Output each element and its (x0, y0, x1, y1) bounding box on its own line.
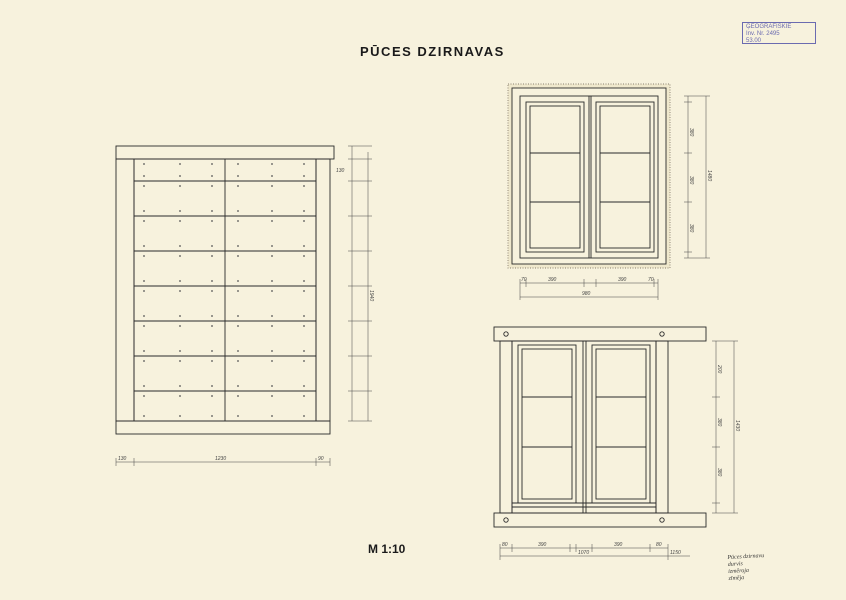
left-dim-bottom-3: 90 (318, 456, 324, 462)
bw-vdim-2: 380 (716, 418, 722, 427)
nail-dot (237, 350, 239, 352)
nail-dot (179, 245, 181, 247)
stamp-line-2: Inv. Nr. 2495 (746, 31, 780, 37)
bw-dim-1: 80 (502, 542, 508, 548)
tw-dim-2: 390 (548, 277, 557, 283)
nail-dot (179, 185, 181, 187)
nail-dot (303, 395, 305, 397)
nail-dot (143, 385, 145, 387)
nail-dot (143, 163, 145, 165)
nail-dot (211, 395, 213, 397)
nail-dot (303, 350, 305, 352)
bw-left-glazing (522, 349, 572, 499)
bw-dim-2: 390 (538, 542, 547, 548)
bw-vdim-total: 1430 (734, 420, 740, 432)
bw-dim-3: 390 (614, 542, 623, 548)
nail-dot (271, 360, 273, 362)
bw-vdim-3: 380 (716, 468, 722, 477)
nail-dot (179, 255, 181, 257)
bw-right-sash (592, 345, 650, 503)
nail-dot (179, 385, 181, 387)
nail-dot (211, 315, 213, 317)
nail-dot (303, 163, 305, 165)
bw-dim-total: 1150 (670, 550, 681, 556)
nail-dot (237, 325, 239, 327)
nail-dot (271, 415, 273, 417)
nail-dot (237, 255, 239, 257)
nail-dot (303, 280, 305, 282)
nail-dot (303, 290, 305, 292)
nail-dot (271, 255, 273, 257)
author-note-line-1: Pūces dzirnavu (727, 553, 765, 561)
nail-dot (179, 395, 181, 397)
bw-dim-4: 80 (656, 542, 662, 548)
nail-dot (179, 163, 181, 165)
nail-dot (237, 245, 239, 247)
nail-dot (271, 175, 273, 177)
tw-dim-4: 70 (648, 277, 654, 283)
nail-dot (143, 395, 145, 397)
nail-dot (237, 360, 239, 362)
nail-dot (237, 163, 239, 165)
tw-dim-1: 70 (521, 277, 527, 283)
left-dim-total: 1940 (368, 290, 374, 302)
left-dim-right-small: 130 (336, 168, 345, 174)
nail-dot (271, 280, 273, 282)
nail-dot (303, 255, 305, 257)
nail-dot (271, 185, 273, 187)
bw-bottom-beam (494, 513, 706, 527)
bw-left-post (500, 341, 512, 513)
nail-dot (143, 210, 145, 212)
top-window-elevation (508, 84, 670, 268)
left-door-elevation (116, 146, 334, 434)
nail-dot (271, 315, 273, 317)
nail-dot (303, 185, 305, 187)
nail-dot (211, 290, 213, 292)
top-beam (116, 146, 334, 159)
nail-dot (271, 395, 273, 397)
stamp-line-1: ĢEOGRĀFISKIE (746, 24, 792, 30)
nail-dot (143, 220, 145, 222)
nail-dot (179, 210, 181, 212)
nail-dot (211, 385, 213, 387)
nail-dot (143, 360, 145, 362)
nail-dot (211, 350, 213, 352)
left-vertical-ticks (348, 146, 372, 421)
left-dim-bottom-1: 130 (118, 456, 127, 462)
archive-stamp (742, 22, 816, 44)
bottom-window-elevation (494, 327, 706, 527)
nail-dot (237, 175, 239, 177)
nail-dot (303, 210, 305, 212)
nail-dot (303, 175, 305, 177)
nail-dot (271, 245, 273, 247)
tw-vdim-2: 380 (688, 176, 694, 185)
left-post (116, 159, 134, 421)
bw-right-glazing (596, 349, 646, 499)
nail-dot (143, 415, 145, 417)
tw-vdim-total: 1480 (706, 170, 712, 182)
tw-vdim-1: 380 (688, 128, 694, 137)
nail-dot (211, 360, 213, 362)
nail-dot (211, 220, 213, 222)
nail-dot (211, 210, 213, 212)
author-note (727, 553, 765, 583)
bw-right-post (656, 341, 668, 513)
scale-label: M 1:10 (368, 542, 406, 556)
nail-dot (143, 245, 145, 247)
nail-dot (271, 220, 273, 222)
nail-dot (303, 245, 305, 247)
nail-dot (179, 350, 181, 352)
bw-top-beam (494, 327, 706, 341)
author-note-line-4: zīmēja (728, 575, 745, 582)
nail-dot (271, 325, 273, 327)
nail-dot (179, 175, 181, 177)
nail-dot (237, 220, 239, 222)
nail-dot (303, 315, 305, 317)
author-note-line-3: izmēroja (728, 567, 750, 575)
nail-dot (143, 315, 145, 317)
nail-dot (237, 280, 239, 282)
nail-dot (271, 163, 273, 165)
nail-dot (237, 395, 239, 397)
nail-dot (303, 360, 305, 362)
nail-dot (211, 280, 213, 282)
drawing-title: PŪCES DZIRNAVAS (360, 44, 505, 59)
tw-dim-total: 980 (582, 291, 591, 297)
nail-dot (143, 255, 145, 257)
nail-dot (271, 385, 273, 387)
nail-dot (271, 350, 273, 352)
nail-dots (143, 163, 305, 417)
nail-dot (143, 175, 145, 177)
nail-dot (179, 315, 181, 317)
tw-dim-3: 390 (618, 277, 627, 283)
nail-dot (143, 280, 145, 282)
nail-dot (271, 210, 273, 212)
bw-frame (512, 341, 656, 513)
nail-dot (179, 325, 181, 327)
bw-dim-inner: 1070 (578, 550, 590, 556)
nail-dot (237, 385, 239, 387)
nail-dot (211, 163, 213, 165)
nail-dot (143, 325, 145, 327)
nail-dot (211, 255, 213, 257)
nail-dot (211, 325, 213, 327)
nail-dot (143, 290, 145, 292)
nail-dot (211, 175, 213, 177)
nail-dot (303, 220, 305, 222)
nail-dot (179, 360, 181, 362)
nail-dot (237, 315, 239, 317)
bw-left-sash (518, 345, 576, 503)
nail-dot (237, 415, 239, 417)
nail-dot (179, 290, 181, 292)
nail-dot (237, 185, 239, 187)
bottom-sill (116, 421, 330, 434)
left-dim-bottom-2: 1230 (215, 456, 227, 462)
author-note-line-2: durvis (727, 561, 743, 568)
nail-dot (271, 290, 273, 292)
nail-dot (179, 415, 181, 417)
stamp-line-3: 53.00 (746, 38, 762, 44)
nail-dot (211, 245, 213, 247)
nail-dot (143, 350, 145, 352)
right-post (316, 159, 330, 421)
nail-dot (179, 220, 181, 222)
nail-dot (211, 415, 213, 417)
tw-vdim-3: 380 (688, 224, 694, 233)
bw-vdim-1: 200 (716, 365, 722, 374)
nail-dot (179, 280, 181, 282)
nail-dot (211, 185, 213, 187)
nail-dot (237, 210, 239, 212)
nail-dot (303, 385, 305, 387)
nail-dot (303, 325, 305, 327)
nail-dot (143, 185, 145, 187)
nail-dot (303, 415, 305, 417)
nail-dot (237, 290, 239, 292)
